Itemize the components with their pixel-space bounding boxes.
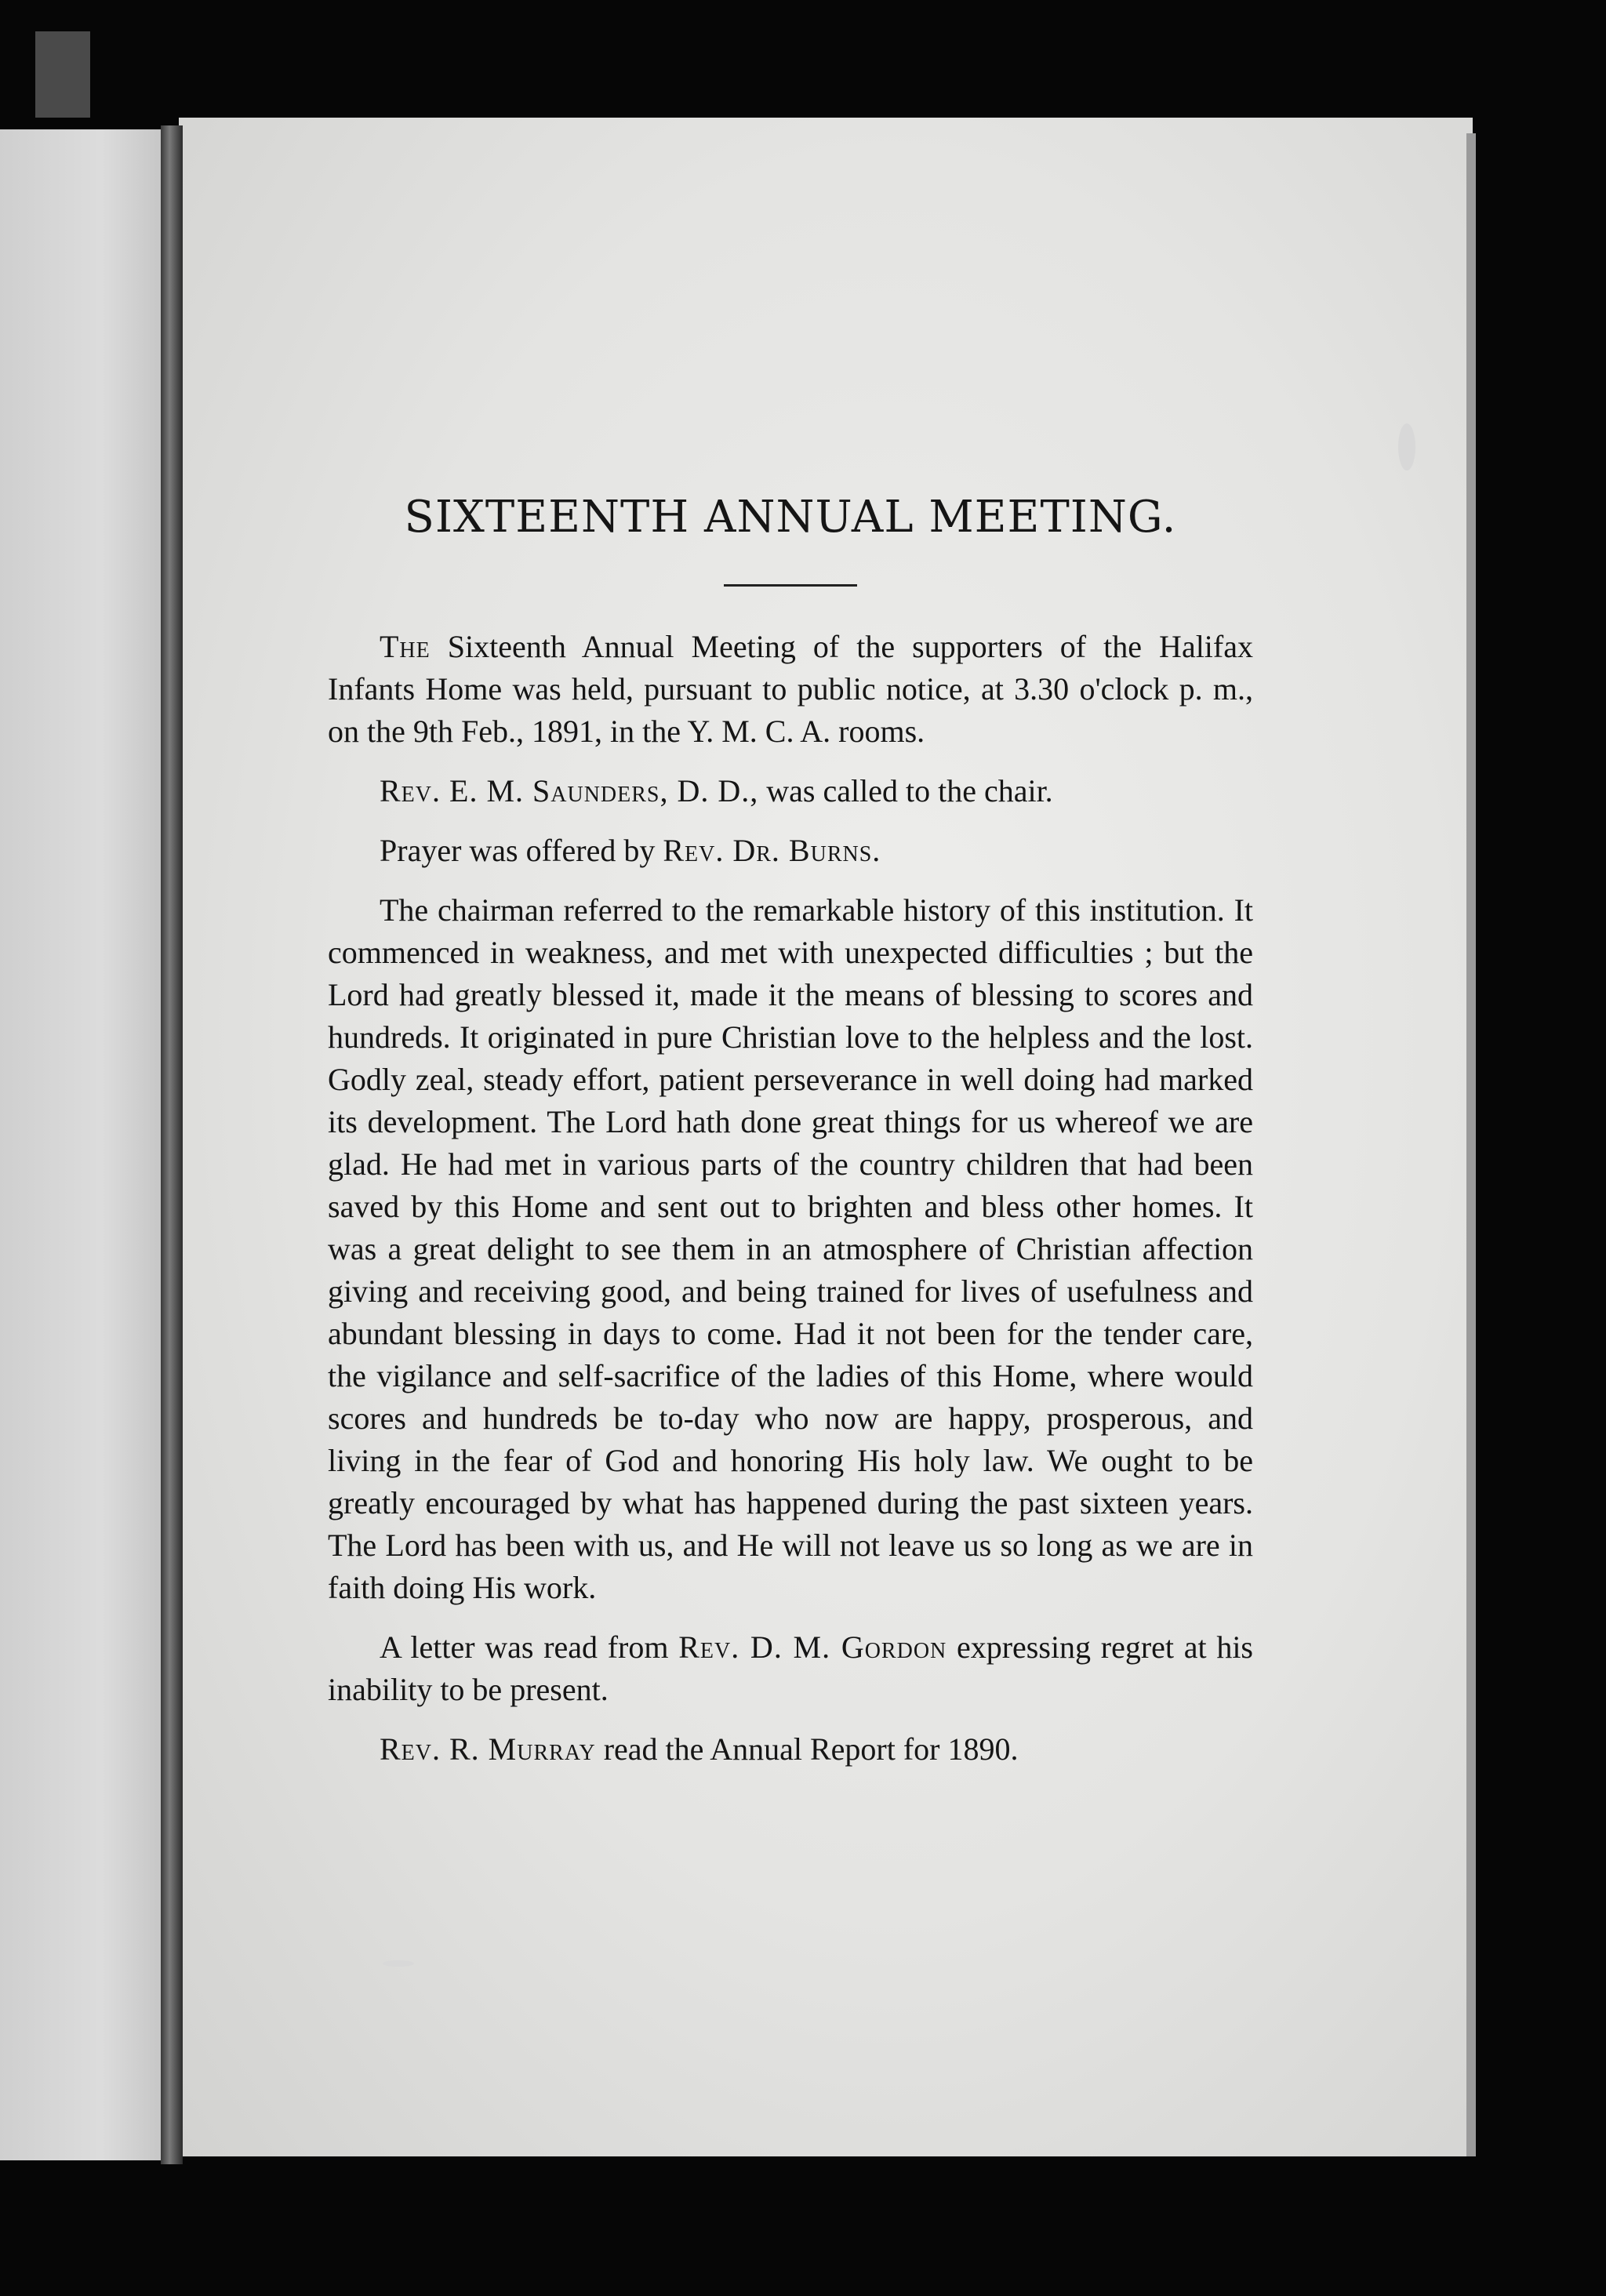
text-run: Prayer was offered by <box>380 833 663 868</box>
text-run: read the Annual Report for 1890. <box>595 1731 1019 1767</box>
previous-page-edge <box>0 129 169 2160</box>
paragraph <box>328 626 1253 753</box>
paragraph <box>328 1728 1253 1771</box>
paper-blemish <box>1398 423 1415 470</box>
text-run: Sixteenth Annual Meeting of the supporters of the Halifax Infants Home was held, pursuant to public notice, at 3.30 o'clock p. m., on the 9th Feb., 1891, in the Y. M. C. A. rooms. <box>328 629 1253 749</box>
binding-strip <box>35 31 90 118</box>
book-spine <box>161 125 183 2164</box>
paper-blemish <box>383 1960 414 1967</box>
paragraph <box>328 889 1253 1609</box>
document-title: SIXTEENTH ANNUAL MEETING. <box>404 492 1177 543</box>
paragraph <box>328 830 1253 872</box>
paragraph <box>328 770 1253 812</box>
text-run: Rev. R. Murray <box>380 1731 596 1767</box>
text-run: Rev. E. M. Saunders, D. D., <box>380 773 759 808</box>
text-run: Rev. Dr. Burns. <box>663 833 881 868</box>
page-edge-shadow <box>1466 133 1476 2156</box>
text-run: A letter was read from <box>380 1629 679 1665</box>
document-body <box>328 490 1253 1788</box>
paragraph <box>328 1626 1253 1711</box>
text-run: Rev. D. M. Gordon <box>678 1629 947 1665</box>
text-run: The <box>380 629 431 664</box>
text-run: expressing regret at his inability to be present. <box>328 1629 1254 1707</box>
text-run: was called to the chair. <box>758 773 1053 808</box>
title-rule <box>724 584 857 587</box>
text-run: The chairman referred to the remarkable history of this institution. It commenced in weakness, and met with unexpected difficulties ; but the Lord had greatly blessed it, made it the means of blessing to scores and hundreds. It originated in pure Christian love to the helpless and the lost. Godly zeal, steady effort, patient perseverance in well doing had marked its development. The Lord hath done great things for us whereof we are glad. He had met in various parts of the country children that had been saved by this Home and sent out to brighten and bless other homes. It was a great delight to see them in an atmosphere of Christian affection giving and receiving good, and being trained for lives of usefulness and abundant blessing in days to come. Had it not been for the tender care, the vigilance and self-sacrifice of the ladies of this Home, where would scores and hundreds be to-day who now are happy, prosperous, and living in the fear of God and honoring His holy law. We ought to be greatly encouraged by what has happened during the past sixteen years. The Lord has been with us, and He will not leave us so long as we are in faith doing His work. <box>328 892 1253 1605</box>
